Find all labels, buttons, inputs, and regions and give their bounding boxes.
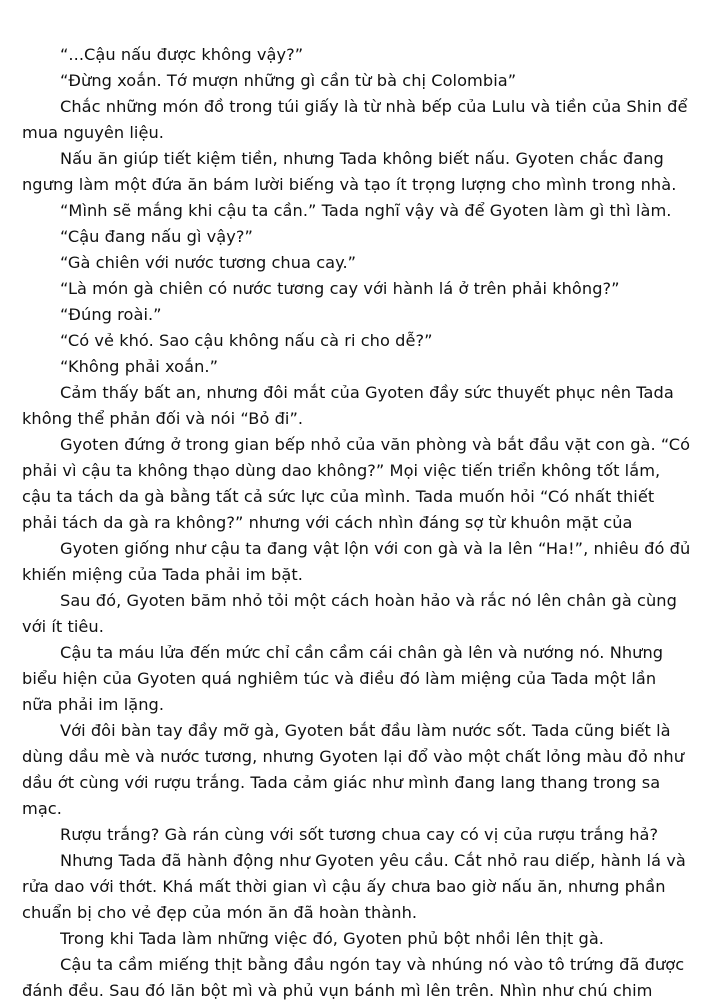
text-line: “Không phải xoắn.” [60,357,219,376]
text-line: không thể phản đối và nói “Bỏ đi”. [22,409,304,428]
text-line: nữa phải im lặng. [22,695,165,714]
text-line: phải tách da gà ra không?” nhưng với cách nhìn đáng sợ từ khuôn mặt của [22,513,633,532]
text-line: “Đúng roài.” [60,305,162,324]
text-line: Cảm thấy bất an, nhưng đôi mắt của Gyoten đầy sức thuyết phục nên Tada [60,383,674,402]
text-line: Với đôi bàn tay đầy mỡ gà, Gyoten bắt đầu làm nước sốt. Tada cũng biết là [60,721,671,740]
text-line: Gyoten đứng ở trong gian bếp nhỏ của văn phòng và bắt đầu vặt con gà. “Có [60,435,691,454]
text-line: mua nguyên liệu. [22,123,164,142]
text-line: Chắc những món đồ trong túi giấy là từ nhà bếp của Lulu và tiền của Shin để [60,97,688,116]
text-line: “Đừng xoắn. Tớ mượn những gì cần từ bà chị Colombia” [60,71,517,90]
text-line: Sau đó, Gyoten băm nhỏ tỏi một cách hoàn hảo và rắc nó lên chân gà cùng [60,591,677,610]
text-line: “Mình sẽ mắng khi cậu ta cần.” Tada nghĩ vậy và để Gyoten làm gì thì làm. [60,201,672,220]
text-line: mạc. [22,799,62,818]
text-line: đánh đều. Sau đó lăn bột mì và phủ vụn bánh mì lên trên. Nhìn như chú chim [22,981,653,1000]
text-line: Nấu ăn giúp tiết kiệm tiền, nhưng Tada không biết nấu. Gyoten chắc đang [60,149,664,168]
text-line: Gyoten giống như cậu ta đang vật lộn với con gà và la lên “Ha!”, nhiêu đó đủ [60,539,691,558]
text-line: Rượu trắng? Gà rán cùng với sốt tương chua cay có vị của rượu trắng hả? [60,825,659,844]
text-line: rửa dao với thớt. Khá mất thời gian vì cậu ấy chưa bao giờ nấu ăn, nhưng phần [22,877,666,896]
text-line: Nhưng Tada đã hành động như Gyoten yêu cầu. Cắt nhỏ rau diếp, hành lá và [60,851,686,870]
text-line: “Có vẻ khó. Sao cậu không nấu cà ri cho dễ?” [60,331,433,350]
text-line: cậu ta tách da gà bằng tất cả sức lực của mình. Tada muốn hỏi “Có nhất thiết [22,487,655,506]
text-line: phải vì cậu ta không thạo dùng dao không?” Mọi việc tiến triển không tốt lắm, [22,461,661,480]
text-line: chuẩn bị cho vẻ đẹp của món ăn đã hoàn thành. [22,903,418,922]
text-line: “Gà chiên với nước tương chua cay.” [60,253,357,272]
text-line: ngưng làm một đứa ăn bám lười biếng và tạo ít trọng lượng cho mình trong nhà. [22,175,677,194]
text-line: dùng dầu mè và nước tương, nhưng Gyoten lại đổ vào một chất lỏng màu đỏ như [22,747,685,766]
text-line: “Là món gà chiên có nước tương cay với hành lá ở trên phải không?” [60,279,620,298]
text-line: dầu ớt cùng với rượu trắng. Tada cảm giác như mình đang lang thang trong sa [22,773,661,792]
text-line: Cậu ta cầm miếng thịt bằng đầu ngón tay và nhúng nó vào tô trứng đã được [60,955,685,974]
text-line: với ít tiêu. [22,617,104,636]
text-line: biểu hiện của Gyoten quá nghiêm túc và điều đó làm miệng của Tada một lần [22,669,657,688]
text-line: “...Cậu nấu được không vậy?” [60,45,304,64]
text-line: “Cậu đang nấu gì vậy?” [60,227,253,246]
text-line: Cậu ta máu lửa đến mức chỉ cần cầm cái chân gà lên và nướng nó. Nhưng [60,643,664,662]
text-line: Trong khi Tada làm những việc đó, Gyoten phủ bột nhồi lên thịt gà. [60,929,604,948]
text-line: khiến miệng của Tada phải im bặt. [22,565,303,584]
